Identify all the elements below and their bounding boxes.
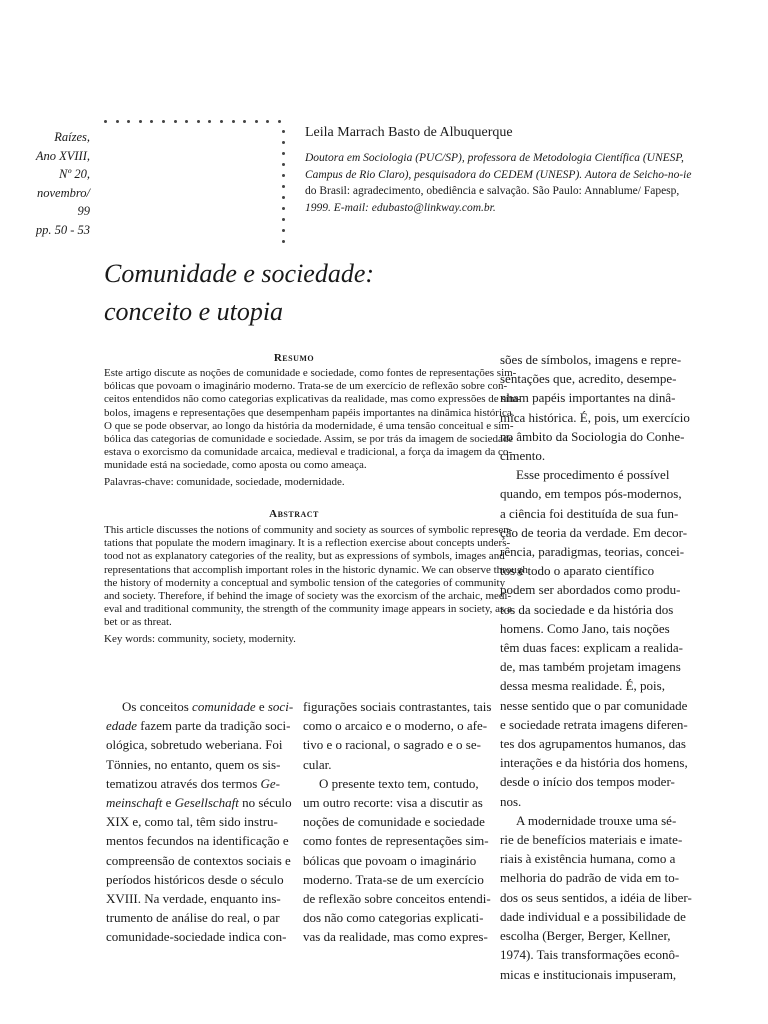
body-line: sentações que, acredito, desempe- bbox=[500, 371, 677, 387]
body-line: tivo e o racional, o sagrado e o se- bbox=[303, 737, 481, 753]
resumo-line: O que se pode observar, ao longo da história da modernidade, é uma tensão conceitual e sim- bbox=[104, 419, 514, 432]
body-line: rência, paradigmas, teorias, concei- bbox=[500, 544, 685, 560]
body-line: micas e institucionais impuseram, bbox=[500, 966, 677, 982]
resumo-heading: Resumo bbox=[273, 352, 315, 364]
body-line: tes dos agrupamentos humanos, das bbox=[500, 736, 686, 752]
resumo-line: munidade está na sociedade, como aposta ou como ameaça. bbox=[104, 459, 367, 472]
body-text: e bbox=[255, 699, 268, 714]
body-line: Esse procedimento é possível bbox=[516, 467, 670, 483]
body-line: mica histórica. É, pois, um exercício bbox=[500, 409, 690, 425]
dot-ornament bbox=[282, 229, 285, 232]
resumo-line: bólicas que povoam o imaginário moderno. Trata-se de um exercício de reflexão sobre con- bbox=[104, 380, 508, 393]
resumo-keywords: Palavras-chave: comunidade, sociedade, modernidade. bbox=[104, 475, 345, 488]
dot-ornament bbox=[104, 120, 107, 123]
dot-ornament bbox=[150, 120, 153, 123]
body-emphasis: Gesellschaft bbox=[174, 795, 239, 811]
body-column-middle bbox=[303, 697, 492, 947]
abstract-line: representations that accomplish important roles in the historic dynamic. We can observe through bbox=[104, 563, 528, 576]
body-text: Os conceitos bbox=[122, 699, 193, 714]
article-title-line: conceito e utopia bbox=[104, 297, 284, 326]
body-line: um outro recorte: visa a discutir as bbox=[303, 795, 483, 811]
body-line: rie de benefícios materiais e imate- bbox=[500, 832, 683, 848]
dot-ornament bbox=[185, 120, 188, 123]
body-line: escolha (Berger, Berger, Kellner, bbox=[500, 928, 671, 944]
body-line bbox=[106, 697, 294, 716]
body-line: riais à existência humana, como a bbox=[500, 851, 676, 867]
body-line: ção de teoria da verdade. Em decor- bbox=[500, 524, 688, 540]
body-line: dos não como categorias explicati- bbox=[303, 910, 484, 926]
body-line: dos os seus sentidos, a idéia de liber- bbox=[500, 889, 692, 905]
dot-ornament bbox=[116, 120, 119, 123]
author-bio-line: Doutora em Sociologia (PUC/SP), professora de Metodologia Científica (UNESP, bbox=[305, 152, 684, 164]
author-bio-line: 1999. E-mail: edubasto@linkway.com.br. bbox=[305, 201, 496, 214]
body-emphasis: comunidade bbox=[192, 699, 256, 714]
abstract-text bbox=[104, 524, 528, 646]
body-line: comunidade-sociedade indica con- bbox=[106, 929, 287, 945]
dot-ornament bbox=[282, 141, 285, 144]
body-line: podem ser abordados como produ- bbox=[500, 582, 681, 598]
resumo-text bbox=[104, 367, 521, 489]
resumo-line: bólica das categorias de comunidade e sociedade. Assim, se por trás da imagem de sociedade bbox=[104, 433, 514, 446]
body-line: como fontes de representações sim- bbox=[303, 833, 489, 849]
body-line: e sociedade retrata imagens diferen- bbox=[500, 716, 688, 732]
body-emphasis: meinschaft bbox=[106, 795, 163, 811]
dot-ornament bbox=[162, 120, 165, 123]
dot-ornament bbox=[197, 120, 200, 123]
abstract-line: This article discusses the notions of community and society as sources of symbolic represen- bbox=[104, 524, 513, 536]
body-line: nos. bbox=[500, 793, 522, 809]
body-line: nham papéis importantes na dinâ- bbox=[500, 390, 676, 406]
journal-pages: pp. 50 - 53 bbox=[35, 222, 90, 237]
body-line: como o arcaico e o moderno, o afe- bbox=[303, 718, 488, 734]
body-line: cimento. bbox=[500, 448, 546, 464]
dot-ornament bbox=[278, 120, 281, 123]
body-line: Tönnies, no entanto, quem os sis- bbox=[106, 756, 281, 772]
dot-ornament bbox=[266, 120, 269, 123]
body-line: sões de símbolos, imagens e repre- bbox=[500, 352, 682, 367]
body-line: vas da realidade, mas como expres- bbox=[303, 929, 488, 945]
body-line: dessa mesma realidade. É, pois, bbox=[500, 678, 665, 694]
dot-ornament bbox=[232, 120, 235, 123]
dot-ornament bbox=[282, 174, 285, 177]
body-line: XIX e, como tal, têm sido instru- bbox=[106, 814, 278, 830]
body-line: desde o início dos tempos moder- bbox=[500, 774, 675, 790]
journal-issue: Nº 20, bbox=[59, 167, 90, 181]
resumo-line: Este artigo discute as noções de comunidade e sociedade, como fontes de representações sim- bbox=[104, 367, 517, 379]
body-line: bólicas que povoam o imaginário bbox=[303, 852, 477, 868]
body-line: compreensão de contextos sociais e bbox=[106, 852, 291, 868]
journal-year-short: 99 bbox=[77, 204, 90, 218]
body-line: melhoria do padrão de vida em to- bbox=[500, 870, 680, 886]
body-line: cular. bbox=[303, 756, 332, 772]
dot-ornament bbox=[282, 207, 285, 210]
body-line bbox=[106, 793, 291, 812]
dot-ornament bbox=[282, 130, 285, 133]
body-line: no âmbito da Sociologia do Conhe- bbox=[500, 428, 685, 444]
author-name: Leila Marrach Basto de Albuquerque bbox=[305, 125, 513, 140]
body-line: de reflexão sobre conceitos entendi- bbox=[303, 891, 491, 907]
body-line: a ciência foi destituída de sua fun- bbox=[500, 505, 679, 521]
body-line: períodos históricos desde o século bbox=[106, 871, 284, 887]
body-text: no século bbox=[238, 795, 292, 811]
abstract-line: the history of modernity a conceptual and symbolic tension of the categories of community bbox=[104, 576, 506, 589]
dot-ornament bbox=[255, 120, 258, 123]
journal-month: novembro/ bbox=[37, 185, 90, 200]
body-line: mentos fecundos na identificação e bbox=[106, 833, 289, 849]
body-column-left bbox=[106, 697, 294, 947]
body-line: O presente texto tem, contudo, bbox=[319, 775, 479, 791]
body-line: trumento de análise do real, o par bbox=[106, 910, 280, 926]
dot-ornament bbox=[282, 152, 285, 155]
body-line: figurações sociais contrastantes, tais bbox=[303, 699, 492, 714]
journal-citation bbox=[20, 128, 90, 239]
body-line: homens. Como Jano, tais noções bbox=[500, 620, 670, 636]
abstract-line: tations that populate the modern imaginary. It is a reflection exercise about concepts unders- bbox=[104, 537, 511, 550]
resumo-line: bolos, imagens e representações que desempenham papéis importantes na dinâmica histórica. bbox=[104, 406, 515, 419]
resumo-line: ceitos entendidos não como categorias explicativas da realidade, mas como expressões de sím- bbox=[104, 393, 521, 406]
body-line: têm duas faces: explicam a realida- bbox=[500, 640, 683, 656]
dot-ornament bbox=[282, 196, 285, 199]
dot-ornament bbox=[282, 163, 285, 166]
dot-ornament bbox=[174, 120, 177, 123]
body-line: moderno. Trata-se de um exercício bbox=[303, 871, 484, 887]
author-bio-line: Campus de Rio Claro), pesquisadora do CEDEM (UNESP). Autora de Seicho-no-ie bbox=[305, 168, 692, 181]
body-line: tos da sociedade e da história dos bbox=[500, 601, 674, 617]
body-emphasis: Ge- bbox=[260, 775, 281, 791]
dot-ornament bbox=[282, 240, 285, 243]
body-line: ológica, sobretudo weberiana. Foi bbox=[106, 737, 283, 753]
body-line: interações e da história dos homens, bbox=[500, 755, 688, 771]
journal-year: Ano XVIII, bbox=[35, 148, 90, 163]
resumo-line: estava o exorcismo da comunidade arcaica, medieval e tradicional, a força da imagem da co- bbox=[104, 446, 513, 459]
body-text: tematizou através dos termos bbox=[106, 775, 261, 791]
abstract-heading: Abstract bbox=[269, 508, 319, 520]
dotted-rule-horizontal bbox=[104, 117, 286, 127]
body-line bbox=[106, 716, 291, 735]
body-emphasis: soci- bbox=[267, 699, 294, 714]
author-bio bbox=[305, 150, 692, 216]
article-title bbox=[104, 255, 504, 331]
body-text: e bbox=[162, 795, 175, 811]
dot-ornament bbox=[139, 120, 142, 123]
article-title-line: Comunidade e sociedade: bbox=[104, 259, 375, 288]
abstract-line: and society. Therefore, if behind the image of society was the exorcism of the archaic, medi- bbox=[104, 590, 512, 603]
dot-ornament bbox=[282, 218, 285, 221]
dot-ornament bbox=[220, 120, 223, 123]
body-line: nesse sentido que o par comunidade bbox=[500, 697, 688, 713]
author-bio-line: do Brasil: agradecimento, obediência e salvação. São Paulo: Annablume/ Fapesp, bbox=[305, 185, 680, 197]
dot-ornament bbox=[282, 185, 285, 188]
abstract-line: tood not as explanatory categories of the reality, but as expressions of symbols, images and bbox=[104, 550, 505, 563]
body-line: dade individual e a possibilidade de bbox=[500, 908, 686, 924]
body-line: A modernidade trouxe uma sé- bbox=[516, 812, 677, 828]
body-line: de, mas também projetam imagens bbox=[500, 659, 681, 675]
abstract-keywords: Key words: community, society, modernity. bbox=[104, 632, 296, 645]
body-text: fazem parte da tradição soci- bbox=[137, 718, 291, 734]
dot-ornament bbox=[243, 120, 246, 123]
abstract-line: bet or as threat. bbox=[104, 616, 172, 629]
body-line: noções de comunidade e sociedade bbox=[303, 814, 485, 830]
body-line: 1974). Tais transformações econô- bbox=[500, 947, 680, 963]
body-column-right bbox=[500, 350, 692, 984]
dot-ornament bbox=[208, 120, 211, 123]
body-emphasis: edade bbox=[106, 718, 138, 734]
body-line: tos e todo o aparato científico bbox=[500, 563, 655, 579]
journal-name: Raízes, bbox=[54, 130, 90, 144]
body-line: quando, em tempos pós-modernos, bbox=[500, 486, 682, 502]
dotted-rule-vertical bbox=[279, 130, 289, 250]
body-line: XVIII. Na verdade, enquanto ins- bbox=[106, 891, 281, 907]
body-line bbox=[106, 774, 291, 793]
dot-ornament bbox=[127, 120, 130, 123]
abstract-line: eval and traditional community, the strength of the community image appears in society, as a bbox=[104, 603, 512, 616]
